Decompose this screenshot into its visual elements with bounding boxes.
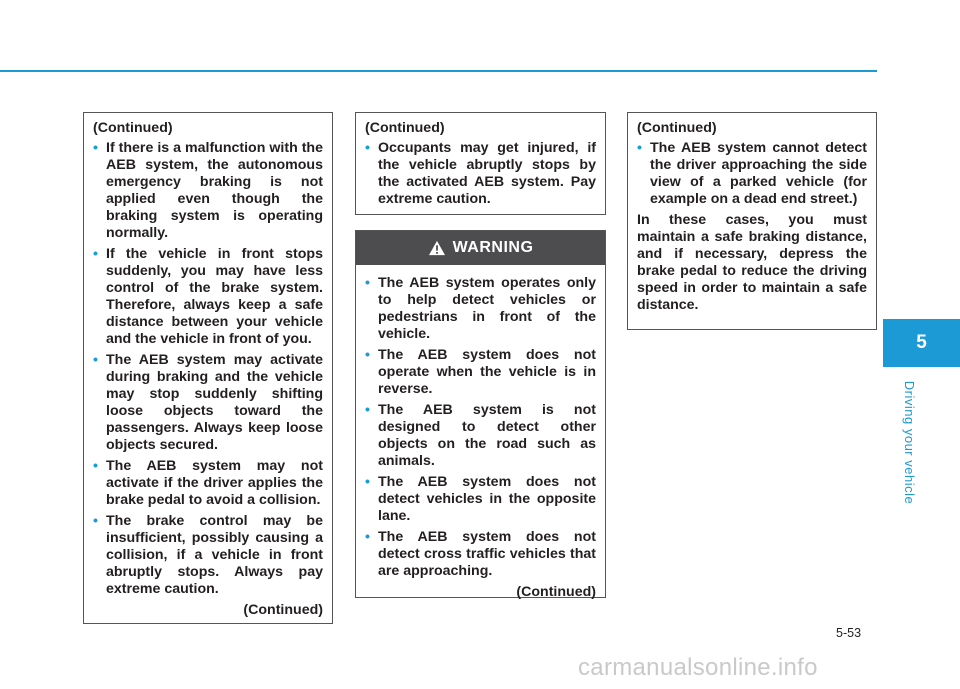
warning-header <box>356 231 605 265</box>
list-item: • The AEB system may activate during braking and the vehicle may stop suddenly shifting loose objects toward the passengers. Always keep loose objects secured. <box>93 352 323 453</box>
list-item: • If there is a malfunction with the AEB system, the autonomous emergency braking is not applied even though the braking system is operating normally. <box>93 140 323 241</box>
chapter-title: Driving your vehicle <box>902 380 918 504</box>
notice-box-column3 <box>627 112 877 330</box>
list-item: • The AEB system is not designed to detect other objects on the road such as animals. <box>365 402 596 469</box>
list-item: • The AEB system does not operate when the vehicle is in reverse. <box>365 347 596 397</box>
warning-box <box>355 230 606 598</box>
bullet-icon: • <box>365 474 370 490</box>
bullet-icon: • <box>365 402 370 418</box>
continued-label: (Continued) <box>93 120 173 136</box>
list-item: • Occupants may get injured, if the vehicle abruptly stops by the activated AEB system. Pay extreme caution. <box>365 140 596 207</box>
bullet-icon: • <box>93 513 98 529</box>
bullet-icon: • <box>93 458 98 474</box>
chapter-title-label <box>880 380 940 504</box>
list-item: • The AEB system may not activate if the driver applies the brake pedal to avoid a collision. <box>93 458 323 508</box>
chapter-number-tab: 5 <box>883 319 960 367</box>
notice-box-column2 <box>355 112 606 215</box>
watermark: carmanualsonline.info <box>578 654 818 681</box>
list-item: • The AEB system operates only to help detect vehicles or pedestrians in front of the vehicle. <box>365 275 596 342</box>
warning-triangle-icon <box>428 240 446 256</box>
bullet-icon: • <box>365 347 370 363</box>
body-paragraph: In these cases, you must maintain a safe braking distance, and if necessary, depress the brake pedal to reduce the driving speed in order to maintain a safe distance. <box>637 212 867 313</box>
bullet-icon: • <box>365 275 370 291</box>
notice-box-column1 <box>83 112 333 624</box>
page-number: 5-53 <box>836 626 862 640</box>
list-item: • If the vehicle in front stops suddenly, you may have less control of the brake system. Therefore, always keep a safe distance between your vehicle and the vehicle in front of you. <box>93 246 323 347</box>
bullet-icon: • <box>93 140 98 156</box>
bullet-list <box>93 140 323 598</box>
continued-end-label: (Continued) <box>243 602 323 618</box>
bullet-icon: • <box>365 140 370 156</box>
bullet-list <box>637 140 867 208</box>
warning-title: WARNING <box>452 239 534 256</box>
bullet-list <box>365 275 596 580</box>
list-item: • The AEB system does not detect cross traffic vehicles that are approaching. <box>365 529 596 579</box>
header-rule <box>0 70 877 72</box>
list-item: • The brake control may be insufficient, possibly causing a collision, if a vehicle in front abruptly stops. Always pay extreme caution. <box>93 513 323 597</box>
list-item: • The AEB system does not detect vehicles in the opposite lane. <box>365 474 596 524</box>
bullet-list <box>365 140 596 208</box>
bullet-icon: • <box>93 352 98 368</box>
list-item: • The AEB system cannot detect the driver approaching the side view of a parked vehicle (for example on a dead end street.) <box>637 140 867 207</box>
bullet-icon: • <box>637 140 642 156</box>
continued-label: (Continued) <box>365 120 445 136</box>
bullet-icon: • <box>93 246 98 262</box>
continued-end-label: (Continued) <box>516 584 596 600</box>
continued-label: (Continued) <box>637 120 717 136</box>
bullet-icon: • <box>365 529 370 545</box>
